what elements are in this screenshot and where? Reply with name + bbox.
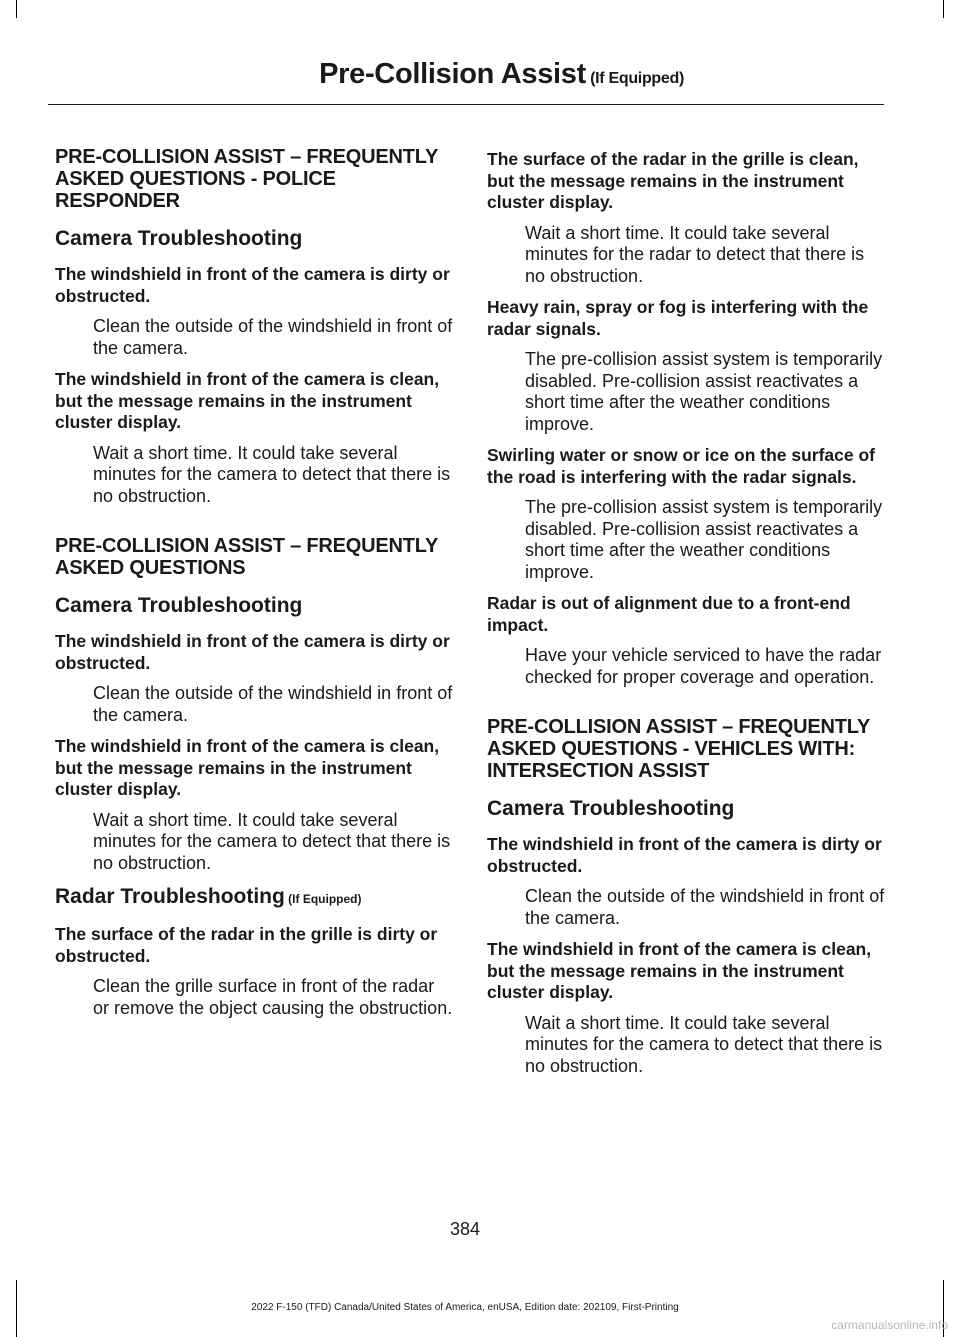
subsection-camera-troubleshooting: Camera Troubleshooting xyxy=(55,594,303,617)
page-number: 384 xyxy=(449,1219,481,1239)
question: Radar is out of alignment due to a front-end impact. xyxy=(487,593,851,635)
answer: Wait a short time. It could take several minutes for the camera to detect that there is no obstruction. xyxy=(525,1012,883,1076)
answer: Clean the outside of the windshield in front of the camera. xyxy=(93,316,453,358)
question: The windshield in front of the camera is dirty or obstructed. xyxy=(487,834,882,876)
answer: Have your vehicle serviced to have the radar checked for proper coverage and operation. xyxy=(525,645,882,687)
question: Heavy rain, spray or fog is interfering with the radar signals. xyxy=(487,297,869,339)
question: The windshield in front of the camera is clean, but the message remains in the instrument cluster display. xyxy=(487,939,872,1002)
answer: Wait a short time. It could take several minutes for the camera to detect that there is no obstruction. xyxy=(93,442,451,506)
header-divider xyxy=(48,104,884,105)
section-title-intersection-assist: PRE-COLLISION ASSIST – FREQUENTLY ASKED QUESTIONS - VEHICLES WITH: INTERSECTION ASSIST xyxy=(487,716,870,782)
right-column xyxy=(487,149,887,1087)
crop-mark-top-left xyxy=(16,0,17,18)
crop-mark-top-right xyxy=(943,0,944,18)
answer: The pre-collision assist system is temporarily disabled. Pre-collision assist reactivates a short time after the weather conditions improve. xyxy=(525,349,883,434)
question: Swirling water or snow or ice on the surface of the road is interfering with the radar signals. xyxy=(487,445,875,487)
answer: Clean the outside of the windshield in front of the camera. xyxy=(93,683,453,725)
question: The windshield in front of the camera is dirty or obstructed. xyxy=(55,264,450,306)
answer: Wait a short time. It could take several minutes for the camera to detect that there is no obstruction. xyxy=(93,809,451,873)
question: The windshield in front of the camera is clean, but the message remains in the instrument cluster display. xyxy=(55,369,440,432)
section-title-police-responder: PRE-COLLISION ASSIST – FREQUENTLY ASKED QUESTIONS - POLICE RESPONDER xyxy=(55,146,438,212)
subsection-radar-troubleshooting: Radar Troubleshooting (If Equipped) xyxy=(55,885,362,908)
question: The windshield in front of the camera is dirty or obstructed. xyxy=(55,631,450,673)
answer: Wait a short time. It could take several minutes for the radar to detect that there is no obstruction. xyxy=(525,222,865,286)
answer: Clean the grille surface in front of the radar or remove the object causing the obstruction. xyxy=(93,976,453,1018)
page-header-title: Pre-Collision Assist (If Equipped) xyxy=(319,58,684,90)
header-if-equipped: (If Equipped) xyxy=(585,70,684,87)
subsection-camera-troubleshooting: Camera Troubleshooting xyxy=(487,797,735,820)
section-title-faq: PRE-COLLISION ASSIST – FREQUENTLY ASKED QUESTIONS xyxy=(55,535,438,579)
question: The surface of the radar in the grille is dirty or obstructed. xyxy=(55,924,438,966)
question: The surface of the radar in the grille is clean, but the message remains in the instrument cluster display. xyxy=(487,149,859,212)
answer: Clean the outside of the windshield in front of the camera. xyxy=(525,886,885,928)
watermark: carmanualsonline.info xyxy=(831,1318,948,1332)
question: The windshield in front of the camera is clean, but the message remains in the instrument cluster display. xyxy=(55,736,440,799)
subsection-camera-troubleshooting: Camera Troubleshooting xyxy=(55,227,303,250)
edition-footer: 2022 F-150 (TFD) Canada/United States of America, enUSA, Edition date: 202109, First-Printing xyxy=(251,1302,679,1313)
answer: The pre-collision assist system is temporarily disabled. Pre-collision assist reactivates a short time after the weather conditions improve. xyxy=(525,497,883,582)
left-column xyxy=(55,146,455,1029)
